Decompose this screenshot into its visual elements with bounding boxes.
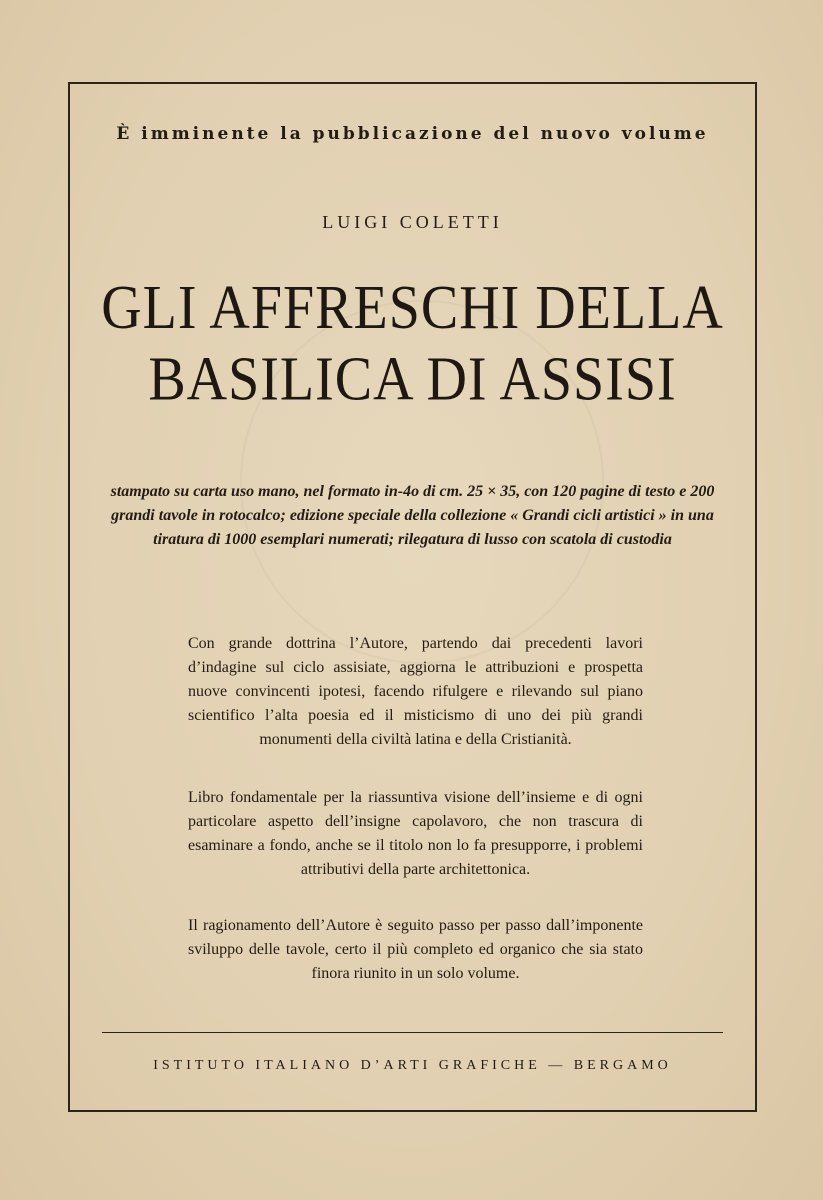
description-paragraph-2: Libro fondamentale per la riassuntiva visione dell’insieme e di ogni particolare aspetto dell’insigne capolavoro, che non trascura di esaminare a fondo, anche se il titolo non lo fa presupporre, i problemi attributivi della parte architettonica. <box>188 789 643 878</box>
publisher-line: ISTITUTO ITALIANO D’ARTI GRAFICHE — BERGAMO <box>153 1058 672 1073</box>
description-paragraph-3: Il ragionamento dell’Autore è seguito passo per passo dall’imponente sviluppo delle tavole, certo il più completo ed organico che sia stato finora riunito in un solo volume. <box>188 917 643 982</box>
author-name: LUIGI COLETTI <box>322 212 503 232</box>
book-title-line-2: BASILICA DI ASSISI <box>148 344 677 415</box>
edition-specs: stampato su carta uso mano, nel formato in-4o di cm. 25 × 35, con 120 pagine di testo e 200 grandi tavole in rotocalco; edizione speciale della collezione « Grandi cicli artistici » in una tiratura di 1000 esemplari numerati; rilegatura di lusso con scatola di custodia <box>110 483 715 548</box>
description-paragraph-1: Con grande dottrina l’Autore, partendo dai precedenti lavori d’indagine sul ciclo assisiate, aggiorna le attribuzioni e prospetta nuove convincenti ipotesi, facendo rifulgere e rilevando sul piano scientifico l’alta poesia ed il misticismo di uno dei più grandi monumenti della civiltà latina e della Cristianità. <box>188 635 643 748</box>
book-title-line-1: GLI AFFRESCHI DELLA <box>101 273 724 343</box>
announcement-heading: È imminente la pubblicazione del nuovo volume <box>116 124 709 144</box>
advertisement-frame <box>68 82 757 1112</box>
book-title <box>70 272 755 415</box>
divider-rule <box>102 1032 723 1033</box>
